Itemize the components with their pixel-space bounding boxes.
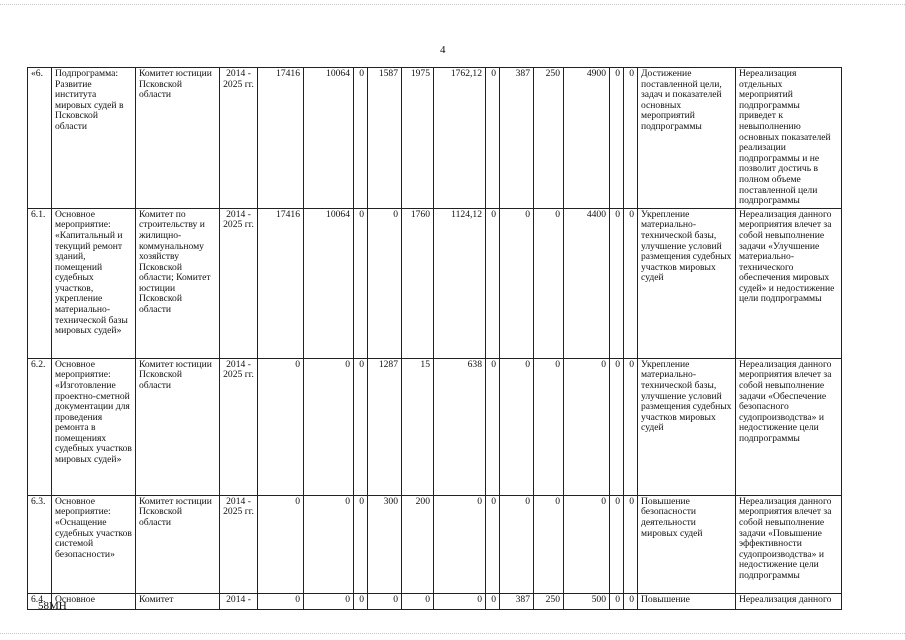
row-value-cell: 10064 bbox=[304, 208, 354, 358]
row-value-cell: 1587 bbox=[368, 68, 402, 209]
row-value-cell: 0 bbox=[624, 358, 638, 495]
row-period-cell: 2014 - 2025 гг. bbox=[220, 208, 258, 358]
row-period-cell: 2014 - 2025 гг. bbox=[220, 68, 258, 209]
row-name-cell: Подпрограмма: Развитие института мировых судей в Псковской области bbox=[52, 68, 136, 209]
row-executor-cell: Комитет по строительству и жилищно-коммунальному хозяйству Псковской области; Комитет юстиции Псковской области bbox=[136, 208, 220, 358]
row-name-cell: Основное мероприятие: «Капитальный и текущий ремонт зданий, помещений судебных участков, укрепление материально-технической базы мировых судей» bbox=[52, 208, 136, 358]
row-value-cell: 0 bbox=[354, 68, 368, 209]
row-result-cell: Укрепление материально-технической базы, улучшение условий размещения судебных участков мировых судей bbox=[638, 208, 736, 358]
row-value-cell: 0 bbox=[500, 358, 534, 495]
row-name-cell: Основное мероприятие: «Изготовление проектно-сметной документации для проведения ремонта в помещениях судебных участков мировых судей» bbox=[52, 358, 136, 495]
row-result-cell: Достижение поставленной цели, задач и показателей основных мероприятий подпрограммы bbox=[638, 68, 736, 209]
row-value-cell: 4900 bbox=[564, 68, 610, 209]
row-value-cell: 0 bbox=[434, 495, 486, 593]
row-value-cell: 0 bbox=[564, 358, 610, 495]
row-value-cell: 4400 bbox=[564, 208, 610, 358]
row-value-cell: 0 bbox=[610, 358, 624, 495]
row-value-cell: 387 bbox=[500, 593, 534, 609]
row-value-cell: 1975 bbox=[402, 68, 434, 209]
row-value-cell: 0 bbox=[486, 208, 500, 358]
row-value-cell: 0 bbox=[354, 495, 368, 593]
row-value-cell: 15 bbox=[402, 358, 434, 495]
row-value-cell: 0 bbox=[486, 358, 500, 495]
row-executor-cell: Комитет юстиции Псковской области bbox=[136, 68, 220, 209]
row-value-cell: 0 bbox=[486, 68, 500, 209]
row-value-cell: 0 bbox=[486, 495, 500, 593]
row-name-cell: Основное bbox=[52, 593, 136, 609]
page-number: 4 bbox=[440, 44, 446, 56]
row-value-cell: 0 bbox=[304, 495, 354, 593]
row-result-cell: Повышение bbox=[638, 593, 736, 609]
row-value-cell: 10064 bbox=[304, 68, 354, 209]
row-code-cell: «6. bbox=[28, 68, 52, 209]
row-executor-cell: Комитет юстиции Псковской области bbox=[136, 495, 220, 593]
row-value-cell: 0 bbox=[258, 495, 304, 593]
row-value-cell: 0 bbox=[304, 358, 354, 495]
row-period-cell: 2014 - 2025 гг. bbox=[220, 358, 258, 495]
row-value-cell: 0 bbox=[258, 358, 304, 495]
row-value-cell: 0 bbox=[354, 358, 368, 495]
scan-edge-top bbox=[0, 4, 905, 6]
row-value-cell: 300 bbox=[368, 495, 402, 593]
table-row bbox=[28, 68, 842, 209]
row-value-cell: 0 bbox=[500, 208, 534, 358]
row-name-cell: Основное мероприятие: «Оснащение судебных участков системой безопасности» bbox=[52, 495, 136, 593]
row-value-cell: 638 bbox=[434, 358, 486, 495]
row-value-cell: 0 bbox=[534, 208, 564, 358]
row-value-cell: 0 bbox=[624, 68, 638, 209]
row-value-cell: 0 bbox=[486, 593, 500, 609]
row-consequence-cell: Нереализация данного мероприятия влечет за собой невыполнение задачи «Обеспечение безопасного судопроизводства» и недостижение цели подпрограммы bbox=[736, 358, 842, 495]
table-row bbox=[28, 593, 842, 609]
row-value-cell: 387 bbox=[500, 68, 534, 209]
row-value-cell: 0 bbox=[354, 208, 368, 358]
program-table bbox=[27, 67, 842, 610]
footer-code: 58МН bbox=[38, 600, 67, 612]
table-body bbox=[28, 68, 842, 610]
row-value-cell: 0 bbox=[368, 208, 402, 358]
row-value-cell: 1760 bbox=[402, 208, 434, 358]
row-value-cell: 17416 bbox=[258, 68, 304, 209]
row-value-cell: 0 bbox=[402, 593, 434, 609]
row-consequence-cell: Нереализация данного мероприятия влечет за собой невыполнение задачи «Повышение эффективности судопроизводства» и недостижение цели подпрограммы bbox=[736, 495, 842, 593]
row-code-cell: 6.2. bbox=[28, 358, 52, 495]
row-value-cell: 0 bbox=[624, 208, 638, 358]
row-value-cell: 200 bbox=[402, 495, 434, 593]
row-consequence-cell: Нереализация данного мероприятия влечет за собой невыполнение задачи «Улучшение материально-технического обеспечения мировых судей» и недостижение цели подпрограммы bbox=[736, 208, 842, 358]
row-period-cell: 2014 - 2025 гг. bbox=[220, 495, 258, 593]
row-value-cell: 0 bbox=[624, 593, 638, 609]
row-consequence-cell: Нереализация данного bbox=[736, 593, 842, 609]
row-executor-cell: Комитет юстиции Псковской области bbox=[136, 358, 220, 495]
row-value-cell: 1124,12 bbox=[434, 208, 486, 358]
row-value-cell: 500 bbox=[564, 593, 610, 609]
row-value-cell: 1287 bbox=[368, 358, 402, 495]
row-period-cell: 2014 - bbox=[220, 593, 258, 609]
row-code-cell: 6.3. bbox=[28, 495, 52, 593]
row-value-cell: 0 bbox=[354, 593, 368, 609]
row-value-cell: 0 bbox=[610, 495, 624, 593]
row-value-cell: 0 bbox=[610, 593, 624, 609]
row-code-cell: 6.1. bbox=[28, 208, 52, 358]
scan-edge-bottom bbox=[0, 633, 905, 635]
row-value-cell: 0 bbox=[258, 593, 304, 609]
row-consequence-cell: Нереализация отдельных мероприятий подпрограммы приведет к невыполнению основных показателей реализации подпрограммы и не позволит достичь в полном объеме поставленной цели подпрограммы bbox=[736, 68, 842, 209]
row-result-cell: Повышение безопасности деятельности мировых судей bbox=[638, 495, 736, 593]
row-value-cell: 0 bbox=[500, 495, 534, 593]
row-code-cell: 6.4. bbox=[28, 593, 52, 609]
row-value-cell: 0 bbox=[534, 495, 564, 593]
row-result-cell: Укрепление материально-технической базы, улучшение условий размещения судебных участков мировых судей bbox=[638, 358, 736, 495]
row-value-cell: 0 bbox=[610, 68, 624, 209]
row-value-cell: 0 bbox=[304, 593, 354, 609]
row-value-cell: 250 bbox=[534, 593, 564, 609]
row-value-cell: 0 bbox=[624, 495, 638, 593]
row-value-cell: 0 bbox=[610, 208, 624, 358]
row-executor-cell: Комитет bbox=[136, 593, 220, 609]
row-value-cell: 0 bbox=[534, 358, 564, 495]
row-value-cell: 0 bbox=[564, 495, 610, 593]
row-value-cell: 0 bbox=[434, 593, 486, 609]
row-value-cell: 17416 bbox=[258, 208, 304, 358]
row-value-cell: 1762,12 bbox=[434, 68, 486, 209]
table-row bbox=[28, 358, 842, 495]
table-row bbox=[28, 208, 842, 358]
table-row bbox=[28, 495, 842, 593]
row-value-cell: 250 bbox=[534, 68, 564, 209]
row-value-cell: 0 bbox=[368, 593, 402, 609]
